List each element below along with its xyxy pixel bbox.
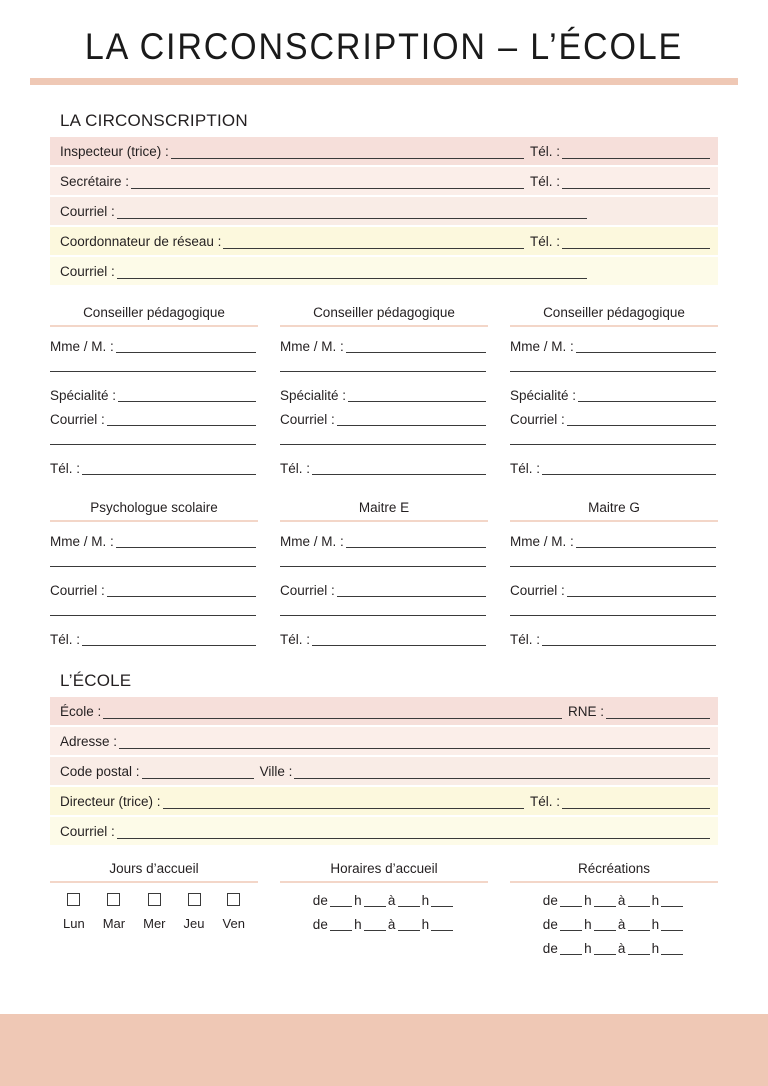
recreations-h-label: h [584, 893, 592, 908]
recreation-3-end-hour-input[interactable] [628, 942, 650, 955]
column-header: Récréations [577, 861, 651, 876]
inspecteur-tel-input[interactable] [562, 144, 710, 159]
ecole-courriel-input[interactable] [117, 824, 710, 839]
recreations-de-label: de [542, 941, 559, 956]
recreation-1-end-hour-input[interactable] [628, 894, 650, 907]
table-row[interactable] [50, 197, 718, 225]
field-label-secondary: Tél. : [529, 793, 560, 809]
recreations-a-label: à [617, 941, 626, 956]
maitre-g-courriel-input[interactable] [567, 583, 716, 597]
day-cell-mar[interactable] [103, 893, 125, 931]
conseiller-column-1 [50, 305, 258, 480]
recreations-h-label: h [584, 941, 592, 956]
day-label: Mer [143, 916, 166, 931]
coordonnateur-input[interactable] [223, 234, 524, 249]
section-ecole [50, 671, 718, 845]
recreation-1-start-hour-input[interactable] [560, 894, 582, 907]
field-label-secondary: RNE : [567, 703, 604, 719]
field-label: Tél. : [280, 631, 311, 647]
field-label: Courriel : [50, 411, 105, 427]
page-title: LA CIRCONSCRIPTION – L’ÉCOLE [84, 26, 684, 67]
specialiste-column-psychologue [50, 500, 258, 651]
field-label: Adresse : [60, 733, 118, 749]
column-header: Jours d’accueil [109, 861, 199, 876]
checkbox-mar[interactable] [107, 893, 120, 906]
field-row [510, 529, 718, 553]
table-row[interactable] [50, 137, 718, 165]
section-heading-circonscription: LA CIRCONSCRIPTION [60, 111, 248, 130]
field-label: Mme / M. : [280, 533, 344, 549]
field-row [510, 383, 718, 407]
horaires-line-2[interactable] [280, 917, 488, 932]
field-label: Mme / M. : [50, 338, 114, 354]
recreations-h2-label: h [651, 941, 660, 956]
column-header: Conseiller pédagogique [313, 305, 455, 320]
conseiller2-specialite-input[interactable] [348, 388, 486, 402]
recreation-1-end-min-input[interactable] [661, 894, 683, 907]
conseiller1-courriel-input[interactable] [107, 412, 256, 426]
recreation-2-end-hour-input[interactable] [628, 918, 650, 931]
conseiller1-specialite-input[interactable] [118, 388, 256, 402]
recreations-line-2[interactable] [510, 917, 718, 932]
column-divider [50, 325, 258, 327]
column-header: Horaires d’accueil [330, 861, 438, 876]
circonscription-field-table [50, 137, 718, 285]
horaires-1-end-min-input[interactable] [431, 894, 453, 907]
field-row [50, 383, 258, 407]
maitre-g-nom-input-line2[interactable] [510, 553, 716, 567]
field-row [50, 529, 258, 553]
accueil-column-recreations [510, 861, 718, 965]
recreation-2-start-hour-input[interactable] [560, 918, 582, 931]
psychologue-courriel-input[interactable] [107, 583, 256, 597]
column-divider [280, 881, 488, 883]
conseiller2-nom-input-line2[interactable] [280, 358, 486, 372]
ecole-nom-input[interactable] [103, 704, 562, 719]
field-label: Courriel : [280, 411, 335, 427]
day-label: Mar [102, 916, 126, 931]
day-cell-ven[interactable] [223, 893, 245, 931]
ecole-directeur-input[interactable] [163, 794, 524, 809]
table-row[interactable] [50, 727, 718, 755]
conseiller3-specialite-input[interactable] [578, 388, 716, 402]
recreation-2-end-min-input[interactable] [661, 918, 683, 931]
recreations-h2-label: h [651, 917, 660, 932]
field-label-secondary: Tél. : [529, 143, 560, 159]
conseiller-column-3 [510, 305, 718, 480]
conseiller2-tel-input[interactable] [312, 461, 486, 475]
field-label: Courriel : [60, 823, 115, 839]
field-row [510, 334, 718, 358]
table-row[interactable] [50, 817, 718, 845]
field-label: Code postal : [60, 763, 140, 779]
recreation-2-start-min-input[interactable] [594, 918, 616, 931]
table-row[interactable] [50, 257, 718, 285]
column-divider [280, 325, 488, 327]
horaires-line-1[interactable] [280, 893, 488, 908]
section-accueil [50, 861, 718, 965]
field-row [280, 627, 488, 651]
field-label: Courriel : [280, 582, 335, 598]
column-header: Conseiller pédagogique [543, 305, 685, 320]
ecole-rne-input[interactable] [606, 704, 710, 719]
field-row [280, 407, 488, 431]
field-label: Spécialité : [280, 387, 347, 403]
field-label: Courriel : [50, 582, 105, 598]
field-label: Courriel : [510, 582, 565, 598]
secretaire-tel-input[interactable] [562, 174, 710, 189]
field-label: Coordonnateur de réseau : [60, 233, 222, 249]
field-row [280, 383, 488, 407]
maitre-e-tel-input[interactable] [312, 632, 486, 646]
recreations-a-label: à [617, 917, 626, 932]
horaires-de-label: de [312, 893, 329, 908]
title-underline-bar [30, 78, 738, 85]
recreation-1-start-min-input[interactable] [594, 894, 616, 907]
horaires-2-end-min-input[interactable] [431, 918, 453, 931]
horaires-a-label: à [387, 917, 396, 932]
recreations-h-label: h [584, 917, 592, 932]
conseiller1-nom-input-line2[interactable] [50, 358, 256, 372]
field-row [50, 578, 258, 602]
recreations-line-3[interactable] [510, 941, 718, 956]
day-cell-jeu[interactable] [184, 893, 205, 931]
horaires-de-label: de [312, 917, 329, 932]
column-divider [510, 881, 718, 883]
checkbox-ven[interactable] [227, 893, 240, 906]
maitre-e-courriel-input-line2[interactable] [280, 602, 486, 616]
page-content [0, 111, 768, 965]
day-label: Jeu [183, 916, 205, 931]
courriel-input[interactable] [117, 204, 587, 219]
conseiller1-tel-input[interactable] [82, 461, 256, 475]
ecole-field-table [50, 697, 718, 845]
day-label: Lun [63, 916, 85, 931]
horaires-a-label: à [387, 893, 396, 908]
maitre-g-tel-input[interactable] [542, 632, 716, 646]
maitre-g-nom-input[interactable] [576, 534, 716, 548]
conseiller2-courriel-input[interactable] [337, 412, 486, 426]
column-divider [50, 881, 258, 883]
field-row [280, 334, 488, 358]
section-circonscription [50, 111, 718, 285]
column-header: Psychologue scolaire [90, 500, 218, 515]
accueil-column-horaires [280, 861, 488, 965]
recreation-3-start-min-input[interactable] [594, 942, 616, 955]
horaires-2-start-min-input[interactable] [364, 918, 386, 931]
table-row[interactable] [50, 167, 718, 195]
field-label: Courriel : [510, 411, 565, 427]
field-row [510, 456, 718, 480]
conseiller3-courriel-input[interactable] [567, 412, 716, 426]
field-label-secondary: Tél. : [529, 233, 560, 249]
field-row [50, 407, 258, 431]
document-header [0, 0, 768, 85]
footer-accent-bar [0, 1014, 768, 1086]
table-row[interactable] [50, 227, 718, 255]
horaires-h2-label: h [421, 917, 430, 932]
recreations-h2-label: h [651, 893, 660, 908]
field-label: Mme / M. : [280, 338, 344, 354]
conseiller3-courriel-input-line2[interactable] [510, 431, 716, 445]
coordonnateur-courriel-input[interactable] [117, 264, 587, 279]
field-row [50, 456, 258, 480]
field-label: Spécialité : [50, 387, 117, 403]
specialiste-column-maitre-g [510, 500, 718, 651]
psychologue-courriel-input-line2[interactable] [50, 602, 256, 616]
recreations-de-label: de [542, 893, 559, 908]
inspecteur-input[interactable] [171, 144, 524, 159]
specialiste-column-maitre-e [280, 500, 488, 651]
field-row [50, 627, 258, 651]
field-row [510, 627, 718, 651]
psychologue-tel-input[interactable] [82, 632, 256, 646]
maitre-e-nom-input-line2[interactable] [280, 553, 486, 567]
ecole-directeur-tel-input[interactable] [562, 794, 710, 809]
table-row[interactable] [50, 757, 718, 785]
horaires-h-label: h [354, 893, 362, 908]
column-header: Maitre E [358, 500, 410, 515]
ecole-code-postal-input[interactable] [142, 764, 254, 779]
field-label: École : [60, 703, 102, 719]
field-label-secondary: Tél. : [529, 173, 560, 189]
horaires-1-end-hour-input[interactable] [398, 894, 420, 907]
field-label: Mme / M. : [510, 533, 574, 549]
horaires-2-start-hour-input[interactable] [330, 918, 352, 931]
conseiller3-tel-input[interactable] [542, 461, 716, 475]
coordonnateur-tel-input[interactable] [562, 234, 710, 249]
recreation-3-start-hour-input[interactable] [560, 942, 582, 955]
recreation-3-end-min-input[interactable] [661, 942, 683, 955]
day-cell-mer[interactable] [143, 893, 165, 931]
horaires-1-start-min-input[interactable] [364, 894, 386, 907]
column-divider [510, 325, 718, 327]
field-label: Tél. : [50, 460, 81, 476]
horaires-h-label: h [354, 917, 362, 932]
horaires-h2-label: h [421, 893, 430, 908]
field-row [280, 456, 488, 480]
maitre-e-courriel-input[interactable] [337, 583, 486, 597]
section-heading-ecole: L’ÉCOLE [60, 671, 132, 690]
conseiller2-nom-input[interactable] [346, 339, 486, 353]
column-divider [510, 520, 718, 522]
table-row[interactable] [50, 697, 718, 725]
conseiller-column-2 [280, 305, 488, 480]
horaires-1-start-hour-input[interactable] [330, 894, 352, 907]
field-label: Mme / M. : [510, 338, 574, 354]
section-specialistes [50, 500, 718, 651]
field-label-secondary: Ville : [259, 763, 293, 779]
field-row [50, 334, 258, 358]
recreations-line-1[interactable] [510, 893, 718, 908]
field-label: Mme / M. : [50, 533, 114, 549]
field-label: Directeur (trice) : [60, 793, 161, 809]
checkbox-lun[interactable] [67, 893, 80, 906]
section-conseillers-pedagogiques [50, 305, 718, 480]
checkbox-jeu[interactable] [188, 893, 201, 906]
field-label: Spécialité : [510, 387, 577, 403]
conseiller3-nom-input-line2[interactable] [510, 358, 716, 372]
field-row [510, 578, 718, 602]
psychologue-nom-input-line2[interactable] [50, 553, 256, 567]
column-divider [50, 520, 258, 522]
recreations-de-label: de [542, 917, 559, 932]
day-cell-lun[interactable] [63, 893, 85, 931]
field-label: Inspecteur (trice) : [60, 143, 169, 159]
column-header: Maitre G [588, 500, 640, 515]
field-label: Tél. : [510, 460, 541, 476]
ecole-adresse-input[interactable] [119, 734, 710, 749]
accueil-column-jours [50, 861, 258, 965]
ecole-ville-input[interactable] [294, 764, 710, 779]
day-label: Ven [222, 916, 245, 931]
days-checkbox-group [50, 893, 258, 931]
conseiller1-nom-input[interactable] [116, 339, 256, 353]
field-row [280, 578, 488, 602]
maitre-e-nom-input[interactable] [346, 534, 486, 548]
field-row [510, 407, 718, 431]
conseiller2-courriel-input-line2[interactable] [280, 431, 486, 445]
field-label: Courriel : [60, 263, 115, 279]
field-label: Secrétaire : [60, 173, 130, 189]
field-label: Tél. : [280, 460, 311, 476]
psychologue-nom-input[interactable] [116, 534, 256, 548]
maitre-g-courriel-input-line2[interactable] [510, 602, 716, 616]
field-label: Tél. : [50, 631, 81, 647]
field-label: Tél. : [510, 631, 541, 647]
column-divider [280, 520, 488, 522]
checkbox-mer[interactable] [148, 893, 161, 906]
conseiller3-nom-input[interactable] [576, 339, 716, 353]
column-header: Conseiller pédagogique [83, 305, 225, 320]
conseiller1-courriel-input-line2[interactable] [50, 431, 256, 445]
horaires-2-end-hour-input[interactable] [398, 918, 420, 931]
table-row[interactable] [50, 787, 718, 815]
secretaire-input[interactable] [131, 174, 524, 189]
field-label: Courriel : [60, 203, 115, 219]
recreations-a-label: à [617, 893, 626, 908]
field-row [280, 529, 488, 553]
